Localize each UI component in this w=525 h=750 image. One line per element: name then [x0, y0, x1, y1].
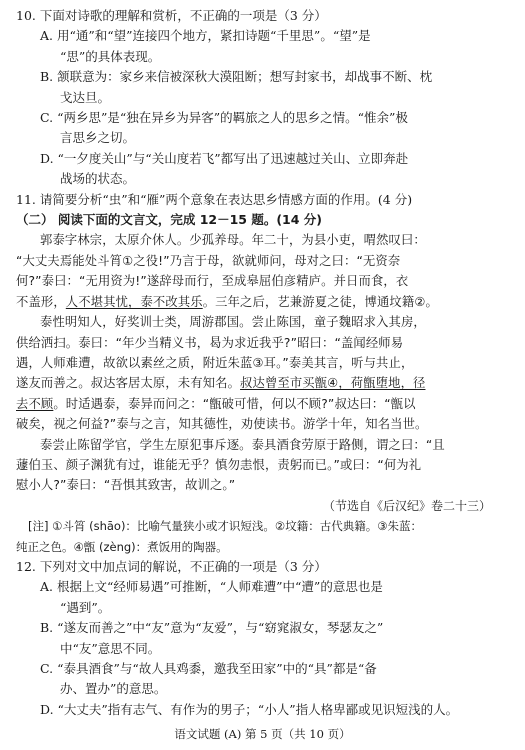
- question-12-option-c: C. “泰具酒食”与“故人具鸡黍，邀我至田家”中的“具”都是“备: [40, 661, 377, 676]
- question-12-option-b-cont: 中“友”意思不同。: [60, 640, 161, 656]
- passage-line: [16, 394, 509, 414]
- passage-line: 慰小人?”泰曰：“吾惧其致害，故训之。”: [16, 478, 236, 493]
- question-12-option-b: B. “遂友而善之”中“友”意为“友爱”，与“窈窕淑女，琴瑟友之”: [40, 620, 384, 636]
- question-12-option-a-cont: “遇到”。: [60, 599, 111, 615]
- passage-line: 蘧伯玉、颜子渊犹有过，谁能无乎？慎勿恚恨，责躬而已。”或曰：“何为礼: [16, 457, 422, 472]
- question-10-stem: 10. 下面对诗歌的理解和赏析，不正确的一项是（3 分）: [16, 8, 327, 23]
- passage-line: “大丈夫焉能处斗筲①之役!”乃言于母，欲就师问，母对之曰：“无资奈: [16, 253, 401, 268]
- passage-line: 泰尝止陈留学官，学生左原犯事斥逐。泰具酒食劳原于路侧，谓之曰：“且: [40, 437, 445, 452]
- passage-line: 破矣，视之何益?”泰与之言，知其德性，劝使读书。游学十年，知名当世。: [16, 417, 428, 432]
- question-10-option-d: D. “一夕度关山”与“关山度若飞”都写出了迅速越过关山、立即奔赴: [40, 150, 409, 166]
- question-11: 11. 请简要分析“虫”和“雁”两个意象在表达思乡情感方面的作用。(4 分): [16, 191, 413, 207]
- question-12-option-a: A. 根据上文“经师易遇”可推断，“人师难遭”中“遭”的意思也是: [40, 579, 383, 595]
- question-12-stem: 12. 下列对文中加点词的解说，不正确的一项是（3 分）: [16, 558, 327, 574]
- classical-passage: [16, 230, 509, 495]
- question-10-option-b-cont: 戈达旦。: [60, 89, 111, 105]
- question-10-option-a: A. 用“通”和“望”连接四个地方，紧扣诗题“千里思”。“望”是: [40, 28, 371, 44]
- passage-line: 遇，人师难遭，故欲以素丝之质，附近朱蓝③耳。”泰美其言，听与共止，: [16, 355, 414, 370]
- passage-line: 供给洒扫。泰曰：“年少当精义书，曷为求近我乎?”昭曰：“盖闻经师易: [16, 335, 404, 350]
- passage-text: 不盖形，: [16, 294, 66, 309]
- passage-line: 何?”泰曰：“无用资为!”遂辞母而行，至成皋屈伯彦精庐。并日而食，衣: [16, 274, 409, 289]
- passage-line: 泰性明知人，好奖训士类，周游郡国。尝止陈国，童子魏昭求入其房，: [40, 315, 426, 330]
- question-12-option-d: D. “大丈夫”指有志气、有作为的男子；“小人”指人格卑鄙或见识短浅的人。: [40, 701, 459, 717]
- passage-line: [16, 292, 509, 312]
- question-10-option-c-cont: 言思乡之切。: [60, 130, 136, 146]
- question-10-option-d-cont: 战场的状态。: [60, 171, 136, 187]
- annotation-line: 纯正之色。④甑 (zèng)：煮饭用的陶器。: [16, 539, 228, 554]
- passage-text: 。时适遇泰，泰异而问之：“甑破可惜，何以不顾?”叔达曰：“甑以: [53, 396, 416, 411]
- passage-line: [16, 373, 509, 393]
- passage-line: 郭泰字林宗，太原介休人。少孤养母。年二十，为县小吏，喟然叹曰：: [40, 233, 426, 248]
- section-2-heading: （二） 阅读下面的文言文，完成 12－15 题。(14 分): [16, 212, 323, 228]
- question-10-option-a-cont: “思”的具体表现。: [60, 48, 161, 64]
- page-footer: 语文试题 (A) 第 5 页（共 10 页）: [174, 727, 351, 741]
- underlined-sentence: 叔达曾至市买甑④，荷甑堕地，径: [240, 376, 426, 391]
- passage-text: 。三年之后，艺兼游夏之徒，博通坟籍②。: [202, 294, 438, 309]
- passage-text: 遂友而善之。叔达客居太原，未有知名。: [16, 376, 241, 391]
- underlined-sentence: 去不顾: [16, 396, 54, 411]
- passage-source: （节选自《后汉纪》卷二十三）: [322, 498, 491, 513]
- question-10-option-b: B. 颔联意为：家乡来信被深秋大漠阻断；想写封家书，却战事不断、枕: [40, 69, 433, 85]
- underlined-sentence: 人不堪其忧，泰不改其乐: [65, 294, 203, 309]
- question-12: [16, 557, 509, 720]
- question-10-option-c: C. “两乡思”是“独在异乡为异客”的羁旅之人的思乡之情。“惟余”极: [40, 110, 408, 126]
- question-10: [16, 6, 509, 190]
- question-12-option-c-cont: 办、置办”的意思。: [60, 681, 167, 697]
- annotation-line: [注] ①斗筲 (shāo)：比喻气量狭小或才识短浅。②坟籍：古代典籍。③朱蓝：: [28, 519, 423, 534]
